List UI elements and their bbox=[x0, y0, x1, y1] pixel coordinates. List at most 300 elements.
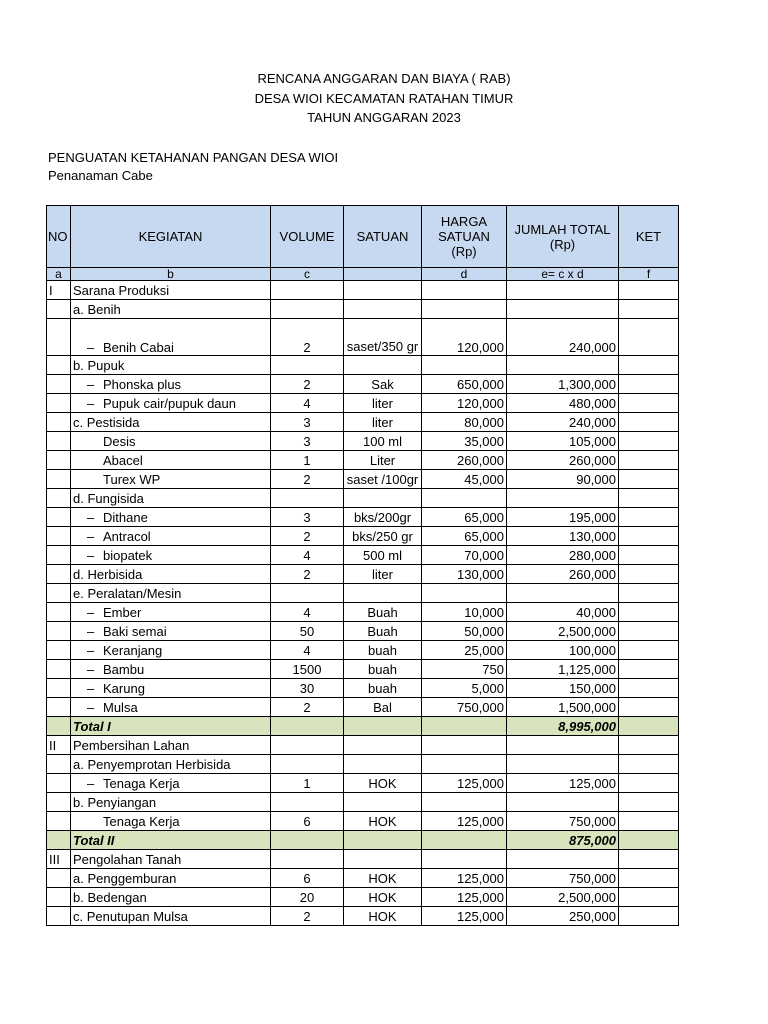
kegiatan-label: Ember bbox=[103, 604, 142, 620]
row-satuan: HOK bbox=[344, 869, 422, 888]
row-satuan: Buah bbox=[344, 622, 422, 641]
row-volume: 2 bbox=[271, 319, 344, 356]
row-volume: 6 bbox=[271, 812, 344, 831]
row-harga: 125,000 bbox=[422, 812, 507, 831]
row-no bbox=[47, 508, 71, 527]
row-kegiatan bbox=[71, 413, 271, 432]
table-row bbox=[47, 698, 679, 717]
row-ket bbox=[619, 641, 679, 660]
kegiatan-label: Dithane bbox=[103, 509, 148, 525]
row-jumlah: 195,000 bbox=[507, 508, 619, 527]
row-jumlah: 750,000 bbox=[507, 812, 619, 831]
row-satuan: HOK bbox=[344, 774, 422, 793]
row-ket bbox=[619, 907, 679, 926]
row-kegiatan bbox=[71, 698, 271, 717]
row-kegiatan bbox=[71, 508, 271, 527]
row-no bbox=[47, 300, 71, 319]
row-volume: 2 bbox=[271, 907, 344, 926]
row-volume: 1 bbox=[271, 774, 344, 793]
row-no: I bbox=[47, 281, 71, 300]
row-kegiatan bbox=[71, 907, 271, 926]
row-jumlah: 1,125,000 bbox=[507, 660, 619, 679]
row-ket bbox=[619, 375, 679, 394]
col-satuan: SATUAN bbox=[344, 206, 422, 268]
row-volume: 2 bbox=[271, 470, 344, 489]
row-jumlah: 1,300,000 bbox=[507, 375, 619, 394]
row-kegiatan bbox=[71, 679, 271, 698]
row-jumlah: 8,995,000 bbox=[507, 717, 619, 736]
row-ket bbox=[619, 698, 679, 717]
row-jumlah bbox=[507, 281, 619, 300]
row-no bbox=[47, 774, 71, 793]
row-ket bbox=[619, 451, 679, 470]
kegiatan-label: b. Bedengan bbox=[73, 889, 147, 905]
row-satuan: liter bbox=[344, 413, 422, 432]
table-row bbox=[47, 584, 679, 603]
doc-title-line2: DESA WIOI KECAMATAN RATAHAN TIMUR bbox=[254, 91, 514, 106]
row-jumlah: 2,500,000 bbox=[507, 622, 619, 641]
row-kegiatan bbox=[71, 546, 271, 565]
col-jumlah-total: JUMLAH TOTAL (Rp) bbox=[507, 206, 619, 268]
row-harga: 70,000 bbox=[422, 546, 507, 565]
row-kegiatan bbox=[71, 603, 271, 622]
row-no bbox=[47, 869, 71, 888]
table-row bbox=[47, 489, 679, 508]
row-ket bbox=[619, 622, 679, 641]
table-row bbox=[47, 432, 679, 451]
row-harga: 750 bbox=[422, 660, 507, 679]
row-harga: 125,000 bbox=[422, 888, 507, 907]
kegiatan-label: Abacel bbox=[103, 452, 143, 468]
row-harga: 120,000 bbox=[422, 319, 507, 356]
row-no bbox=[47, 888, 71, 907]
letter-d: d bbox=[422, 268, 507, 281]
kegiatan-label: a. Penggemburan bbox=[73, 870, 177, 886]
row-kegiatan bbox=[71, 300, 271, 319]
row-satuan bbox=[344, 300, 422, 319]
kegiatan-label: Benih Cabai bbox=[103, 340, 174, 355]
table-row bbox=[47, 565, 679, 584]
row-satuan bbox=[344, 281, 422, 300]
dash-bullet: – bbox=[87, 699, 95, 715]
col-ket: KET bbox=[619, 206, 679, 268]
row-harga bbox=[422, 736, 507, 755]
row-jumlah: 150,000 bbox=[507, 679, 619, 698]
row-volume bbox=[271, 717, 344, 736]
kegiatan-label: d. Herbisida bbox=[73, 566, 143, 582]
row-harga bbox=[422, 584, 507, 603]
table-row bbox=[47, 527, 679, 546]
row-volume bbox=[271, 489, 344, 508]
row-jumlah: 1,500,000 bbox=[507, 698, 619, 717]
row-satuan bbox=[344, 793, 422, 812]
row-volume bbox=[271, 793, 344, 812]
kegiatan-label: Tenaga Kerja bbox=[103, 813, 180, 829]
row-jumlah: 125,000 bbox=[507, 774, 619, 793]
row-jumlah bbox=[507, 755, 619, 774]
kegiatan-label: Antracol bbox=[103, 528, 151, 544]
row-ket bbox=[619, 489, 679, 508]
col-kegiatan: KEGIATAN bbox=[71, 206, 271, 268]
table-row bbox=[47, 888, 679, 907]
row-ket bbox=[619, 319, 679, 356]
kegiatan-label: Total II bbox=[73, 832, 115, 848]
row-kegiatan bbox=[71, 584, 271, 603]
letter-blank bbox=[344, 268, 422, 281]
row-satuan bbox=[344, 489, 422, 508]
row-harga bbox=[422, 831, 507, 850]
row-jumlah: 240,000 bbox=[507, 319, 619, 356]
row-harga: 750,000 bbox=[422, 698, 507, 717]
row-harga: 80,000 bbox=[422, 413, 507, 432]
row-jumlah bbox=[507, 584, 619, 603]
kegiatan-label: Mulsa bbox=[103, 699, 138, 715]
row-jumlah: 875,000 bbox=[507, 831, 619, 850]
doc-title-line1: RENCANA ANGGARAN DAN BIAYA ( RAB) bbox=[257, 71, 511, 86]
row-ket bbox=[619, 603, 679, 622]
kegiatan-label: b. Penyiangan bbox=[73, 794, 157, 810]
row-jumlah bbox=[507, 850, 619, 869]
row-volume: 3 bbox=[271, 508, 344, 527]
kegiatan-label: Turex WP bbox=[103, 471, 161, 487]
row-kegiatan bbox=[71, 869, 271, 888]
row-harga: 45,000 bbox=[422, 470, 507, 489]
row-no bbox=[47, 375, 71, 394]
kegiatan-label: Baki semai bbox=[103, 623, 167, 639]
row-no bbox=[47, 319, 71, 356]
row-no bbox=[47, 527, 71, 546]
row-harga: 65,000 bbox=[422, 508, 507, 527]
row-harga bbox=[422, 793, 507, 812]
col-no: NO bbox=[47, 206, 71, 268]
row-ket bbox=[619, 546, 679, 565]
kegiatan-label: b. Pupuk bbox=[73, 357, 125, 373]
dash-bullet: – bbox=[87, 661, 95, 677]
row-kegiatan bbox=[71, 736, 271, 755]
kegiatan-label: Pupuk cair/pupuk daun bbox=[103, 395, 236, 411]
row-no bbox=[47, 907, 71, 926]
table-row bbox=[47, 394, 679, 413]
row-kegiatan bbox=[71, 888, 271, 907]
letters-row bbox=[47, 268, 679, 281]
row-harga: 650,000 bbox=[422, 375, 507, 394]
row-satuan bbox=[344, 850, 422, 869]
row-no bbox=[47, 717, 71, 736]
row-harga bbox=[422, 300, 507, 319]
row-jumlah bbox=[507, 300, 619, 319]
row-kegiatan bbox=[71, 375, 271, 394]
kegiatan-label: c. Penutupan Mulsa bbox=[73, 908, 188, 924]
dash-bullet: – bbox=[87, 509, 95, 525]
row-jumlah: 100,000 bbox=[507, 641, 619, 660]
row-kegiatan bbox=[71, 432, 271, 451]
row-ket bbox=[619, 356, 679, 375]
dash-bullet: – bbox=[87, 528, 95, 544]
table-row bbox=[47, 300, 679, 319]
row-ket bbox=[619, 660, 679, 679]
row-harga: 5,000 bbox=[422, 679, 507, 698]
table-row bbox=[47, 812, 679, 831]
letter-a: a bbox=[47, 268, 71, 281]
row-satuan: bks/250 gr bbox=[344, 527, 422, 546]
row-ket bbox=[619, 736, 679, 755]
row-no bbox=[47, 603, 71, 622]
row-volume: 1500 bbox=[271, 660, 344, 679]
row-volume: 1 bbox=[271, 451, 344, 470]
row-volume: 50 bbox=[271, 622, 344, 641]
table-row bbox=[47, 375, 679, 394]
dash-bullet: – bbox=[87, 376, 95, 392]
table-row bbox=[47, 850, 679, 869]
row-no bbox=[47, 755, 71, 774]
row-kegiatan bbox=[71, 717, 271, 736]
row-harga: 25,000 bbox=[422, 641, 507, 660]
row-harga: 125,000 bbox=[422, 907, 507, 926]
kegiatan-label: e. Peralatan/Mesin bbox=[73, 585, 182, 601]
row-jumlah: 750,000 bbox=[507, 869, 619, 888]
row-kegiatan bbox=[71, 394, 271, 413]
row-harga: 120,000 bbox=[422, 394, 507, 413]
kegiatan-label: Karung bbox=[103, 680, 145, 696]
row-ket bbox=[619, 508, 679, 527]
row-no bbox=[47, 679, 71, 698]
row-kegiatan bbox=[71, 451, 271, 470]
kegiatan-label: a. Benih bbox=[73, 301, 121, 317]
row-volume bbox=[271, 755, 344, 774]
row-kegiatan bbox=[71, 641, 271, 660]
row-kegiatan bbox=[71, 660, 271, 679]
row-satuan bbox=[344, 584, 422, 603]
row-volume: 3 bbox=[271, 413, 344, 432]
letter-c: c bbox=[271, 268, 344, 281]
row-volume: 4 bbox=[271, 603, 344, 622]
dash-bullet: – bbox=[87, 395, 95, 411]
col-volume: VOLUME bbox=[271, 206, 344, 268]
dash-bullet: – bbox=[87, 547, 95, 563]
row-no bbox=[47, 394, 71, 413]
row-satuan: 500 ml bbox=[344, 546, 422, 565]
table-row bbox=[47, 356, 679, 375]
kegiatan-label: c. Pestisida bbox=[73, 414, 140, 430]
row-ket bbox=[619, 888, 679, 907]
row-ket bbox=[619, 831, 679, 850]
row-no bbox=[47, 432, 71, 451]
row-volume bbox=[271, 281, 344, 300]
row-volume: 4 bbox=[271, 546, 344, 565]
row-jumlah bbox=[507, 356, 619, 375]
row-volume: 4 bbox=[271, 641, 344, 660]
row-jumlah: 260,000 bbox=[507, 451, 619, 470]
row-satuan: buah bbox=[344, 679, 422, 698]
row-satuan: liter bbox=[344, 565, 422, 584]
kegiatan-label: a. Penyemprotan Herbisida bbox=[73, 756, 231, 772]
row-volume: 2 bbox=[271, 698, 344, 717]
table-row bbox=[47, 736, 679, 755]
row-harga bbox=[422, 489, 507, 508]
row-no bbox=[47, 812, 71, 831]
table-row bbox=[47, 679, 679, 698]
row-volume bbox=[271, 356, 344, 375]
row-satuan: bks/200gr bbox=[344, 508, 422, 527]
row-satuan: Bal bbox=[344, 698, 422, 717]
row-kegiatan bbox=[71, 281, 271, 300]
row-kegiatan bbox=[71, 755, 271, 774]
program-name: PENGUATAN KETAHANAN PANGAN DESA WIOI bbox=[48, 150, 339, 165]
row-volume: 2 bbox=[271, 527, 344, 546]
row-harga: 35,000 bbox=[422, 432, 507, 451]
row-kegiatan bbox=[71, 527, 271, 546]
row-jumlah: 240,000 bbox=[507, 413, 619, 432]
row-jumlah bbox=[507, 736, 619, 755]
row-no bbox=[47, 356, 71, 375]
row-volume bbox=[271, 736, 344, 755]
total-row bbox=[47, 831, 679, 850]
row-ket bbox=[619, 300, 679, 319]
kegiatan-label: biopatek bbox=[103, 547, 153, 563]
row-kegiatan bbox=[71, 319, 271, 356]
table-row bbox=[47, 774, 679, 793]
row-satuan: HOK bbox=[344, 812, 422, 831]
row-volume: 4 bbox=[271, 394, 344, 413]
row-jumlah: 2,500,000 bbox=[507, 888, 619, 907]
table-row bbox=[47, 413, 679, 432]
row-kegiatan bbox=[71, 565, 271, 584]
kegiatan-label: Pembersihan Lahan bbox=[73, 737, 190, 753]
row-kegiatan bbox=[71, 356, 271, 375]
row-no bbox=[47, 831, 71, 850]
row-satuan bbox=[344, 356, 422, 375]
row-satuan: buah bbox=[344, 660, 422, 679]
activity-name: Penanaman Cabe bbox=[48, 168, 153, 183]
table-row bbox=[47, 755, 679, 774]
row-no bbox=[47, 546, 71, 565]
row-harga: 260,000 bbox=[422, 451, 507, 470]
row-no bbox=[47, 451, 71, 470]
row-satuan: saset/350 gr bbox=[344, 319, 422, 356]
row-harga bbox=[422, 850, 507, 869]
kegiatan-label: Phonska plus bbox=[103, 376, 182, 392]
row-ket bbox=[619, 850, 679, 869]
row-volume: 30 bbox=[271, 679, 344, 698]
row-harga: 65,000 bbox=[422, 527, 507, 546]
row-volume: 6 bbox=[271, 869, 344, 888]
kegiatan-label: Pengolahan Tanah bbox=[73, 851, 182, 867]
row-ket bbox=[619, 793, 679, 812]
header-row bbox=[47, 206, 679, 268]
row-harga bbox=[422, 755, 507, 774]
table-row bbox=[47, 603, 679, 622]
dash-bullet: – bbox=[87, 340, 95, 355]
row-jumlah: 130,000 bbox=[507, 527, 619, 546]
table-row bbox=[47, 907, 679, 926]
row-no bbox=[47, 622, 71, 641]
row-no bbox=[47, 413, 71, 432]
row-jumlah bbox=[507, 489, 619, 508]
table-row bbox=[47, 641, 679, 660]
row-ket bbox=[619, 565, 679, 584]
row-ket bbox=[619, 584, 679, 603]
row-jumlah: 260,000 bbox=[507, 565, 619, 584]
row-harga: 125,000 bbox=[422, 869, 507, 888]
row-ket bbox=[619, 470, 679, 489]
row-no bbox=[47, 660, 71, 679]
row-no bbox=[47, 489, 71, 508]
kegiatan-label: d. Fungisida bbox=[73, 490, 144, 506]
row-no: II bbox=[47, 736, 71, 755]
row-satuan: 100 ml bbox=[344, 432, 422, 451]
row-volume: 20 bbox=[271, 888, 344, 907]
row-ket bbox=[619, 869, 679, 888]
row-volume bbox=[271, 831, 344, 850]
row-kegiatan bbox=[71, 850, 271, 869]
row-ket bbox=[619, 527, 679, 546]
row-satuan: liter bbox=[344, 394, 422, 413]
row-ket bbox=[619, 717, 679, 736]
row-kegiatan bbox=[71, 831, 271, 850]
row-harga: 50,000 bbox=[422, 622, 507, 641]
dash-bullet: – bbox=[87, 623, 95, 639]
budget-table bbox=[46, 205, 679, 926]
row-jumlah: 105,000 bbox=[507, 432, 619, 451]
kegiatan-label: Sarana Produksi bbox=[73, 282, 170, 298]
row-satuan: HOK bbox=[344, 888, 422, 907]
letter-b: b bbox=[71, 268, 271, 281]
table-row bbox=[47, 470, 679, 489]
row-harga: 10,000 bbox=[422, 603, 507, 622]
row-kegiatan bbox=[71, 793, 271, 812]
row-jumlah: 480,000 bbox=[507, 394, 619, 413]
row-ket bbox=[619, 755, 679, 774]
row-jumlah: 250,000 bbox=[507, 907, 619, 926]
col-harga-satuan: HARGA SATUAN (Rp) bbox=[422, 206, 507, 268]
row-volume: 2 bbox=[271, 565, 344, 584]
table-row bbox=[47, 508, 679, 527]
row-satuan bbox=[344, 831, 422, 850]
table-row bbox=[47, 546, 679, 565]
row-no bbox=[47, 565, 71, 584]
row-no bbox=[47, 584, 71, 603]
table-row bbox=[47, 869, 679, 888]
doc-title-line3: TAHUN ANGGARAN 2023 bbox=[307, 110, 461, 125]
row-volume bbox=[271, 850, 344, 869]
row-kegiatan bbox=[71, 812, 271, 831]
row-harga: 130,000 bbox=[422, 565, 507, 584]
table-row bbox=[47, 660, 679, 679]
row-jumlah: 280,000 bbox=[507, 546, 619, 565]
row-satuan bbox=[344, 717, 422, 736]
table-row bbox=[47, 319, 679, 356]
kegiatan-label: Tenaga Kerja bbox=[103, 775, 180, 791]
row-ket bbox=[619, 432, 679, 451]
letter-e: e= c x d bbox=[507, 268, 619, 281]
kegiatan-label: Keranjang bbox=[103, 642, 163, 658]
row-satuan: saset /100gr bbox=[344, 470, 422, 489]
row-volume: 2 bbox=[271, 375, 344, 394]
row-satuan: Liter bbox=[344, 451, 422, 470]
table-row bbox=[47, 451, 679, 470]
kegiatan-label: Desis bbox=[103, 433, 136, 449]
dash-bullet: – bbox=[87, 642, 95, 658]
table-row bbox=[47, 281, 679, 300]
row-harga bbox=[422, 717, 507, 736]
row-ket bbox=[619, 281, 679, 300]
row-no bbox=[47, 641, 71, 660]
row-satuan bbox=[344, 736, 422, 755]
row-satuan: Buah bbox=[344, 603, 422, 622]
row-harga bbox=[422, 281, 507, 300]
total-row bbox=[47, 717, 679, 736]
row-satuan bbox=[344, 755, 422, 774]
